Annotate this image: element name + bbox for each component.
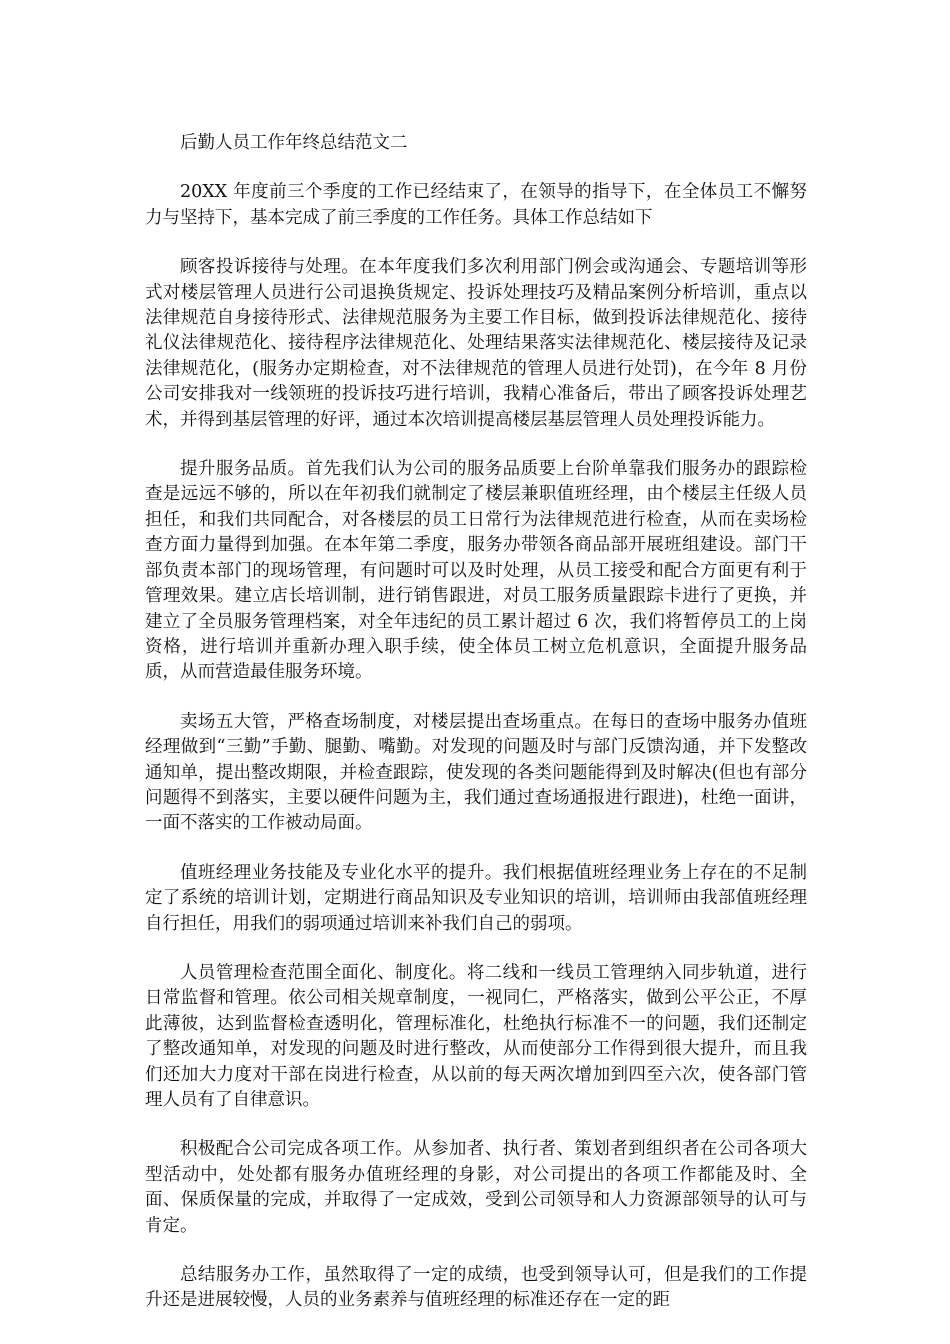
document-body <box>145 131 807 1338</box>
paragraph-service-quality: 提升服务品质。首先我们认为公司的服务品质要上台阶单靠我们服务办的跟踪检查是远远不够的，所以在年初我们就制定了楼层兼职值班经理，由个楼层主任级人员担任，和我们共同配合，对各楼层的员工日常行为法律规范进行检查，从而在卖场检查方面力量得到加强。在本年第二季度，服务办带领各商品部开展班组建设。部门干部负责本部门的现场管理，有问题时可以及时处理，从员工接受和配合方面更有利于管理效果。建立店长培训制，进行销售跟进，对员工服务质量跟踪卡进行了更换，并建立了全员服务管理档案，对全年违纪的员工累计超过 6 次，我们将暂停员工的上岗资格，进行培训并重新办理入职手续，使全体员工树立危机意识，全面提升服务品质，从而营造最佳服务环境。 <box>145 459 807 683</box>
paragraph-staff-management: 人员管理检查范围全面化、制度化。将二线和一线员工管理纳入同步轨道，进行日常监督和管理。依公司相关规章制度，一视同仁，严格落实，做到公平公正，不厚此薄彼，达到监督检查透明化，管理标准化，杜绝执行标准不一的问题，我们还制定了整改通知单，对发现的问题及时进行整改，从而使部分工作得到很大提升，而且我们还加大力度对干部在岗进行检查，从以前的每天两次增加到四至六次，使各部门管理人员有了自律意识。 <box>145 962 807 1110</box>
paragraph-floor-inspection: 卖场五大管，严格查场制度，对楼层提出查场重点。在每日的查场中服务办值班经理做到“三勤”手勤、腿勤、嘴勤。对发现的问题及时与部门反馈沟通，并下发整改通知单，提出整改期限，并检查跟踪，使发现的各类问题能得到及时解决(但也有部分问题得不到落实，主要以硬件问题为主，我们通过查场通报进行跟进)，杜绝一面讲，一面不落实的工作被动局面。 <box>145 711 807 834</box>
paragraph-intro: 20XX 年度前三个季度的工作已经结束了，在领导的指导下，在全体员工不懈努力与坚持下，基本完成了前三季度的工作任务。具体工作总结如下 <box>145 182 807 228</box>
document-title: 后勤人员工作年终总结范文二 <box>180 133 408 153</box>
paragraph-complaint-handling: 顾客投诉接待与处理。在本年度我们多次利用部门例会或沟通会、专题培训等形式对楼层管理人员进行公司退换货规定、投诉处理技巧及精品案例分析培训，重点以法律规范自身接待形式、法律规范服务为主要工作目标，做到投诉法律规范化、接待礼仪法律规范化、接待程序法律规范化、处理结果落实法律规范化、楼层接待及记录法律规范化，(服务办定期检查，对不法律规范的管理人员进行处罚)，在今年 8 月份公司安排我对一线领班的投诉技巧进行培训，我精心准备后，带出了顾客投诉处理艺术，并得到基层管理的好评，通过本次培训提高楼层基层管理人员处理投诉能力。 <box>145 257 807 430</box>
paragraph-summary: 总结服务办工作，虽然取得了一定的成绩，也受到领导认可，但是我们的工作提升还是进展较慢，人员的业务素养与值班经理的标准还存在一定的距 <box>145 1265 807 1311</box>
paragraph-manager-skills: 值班经理业务技能及专业化水平的提升。我们根据值班经理业务上存在的不足制定了系统的培训计划，定期进行商品知识及专业知识的培训，培训师由我部值班经理自行担任，用我们的弱项通过培训来补我们自己的弱项。 <box>145 862 807 934</box>
paragraph-company-cooperation: 积极配合公司完成各项工作。从参加者、执行者、策划者到组织者在公司各项大型活动中，处处都有服务办值班经理的身影，对公司提出的各项工作都能及时、全面、保质保量的完成，并取得了一定成效，受到公司领导和人力资源部领导的认可与肯定。 <box>145 1139 807 1236</box>
